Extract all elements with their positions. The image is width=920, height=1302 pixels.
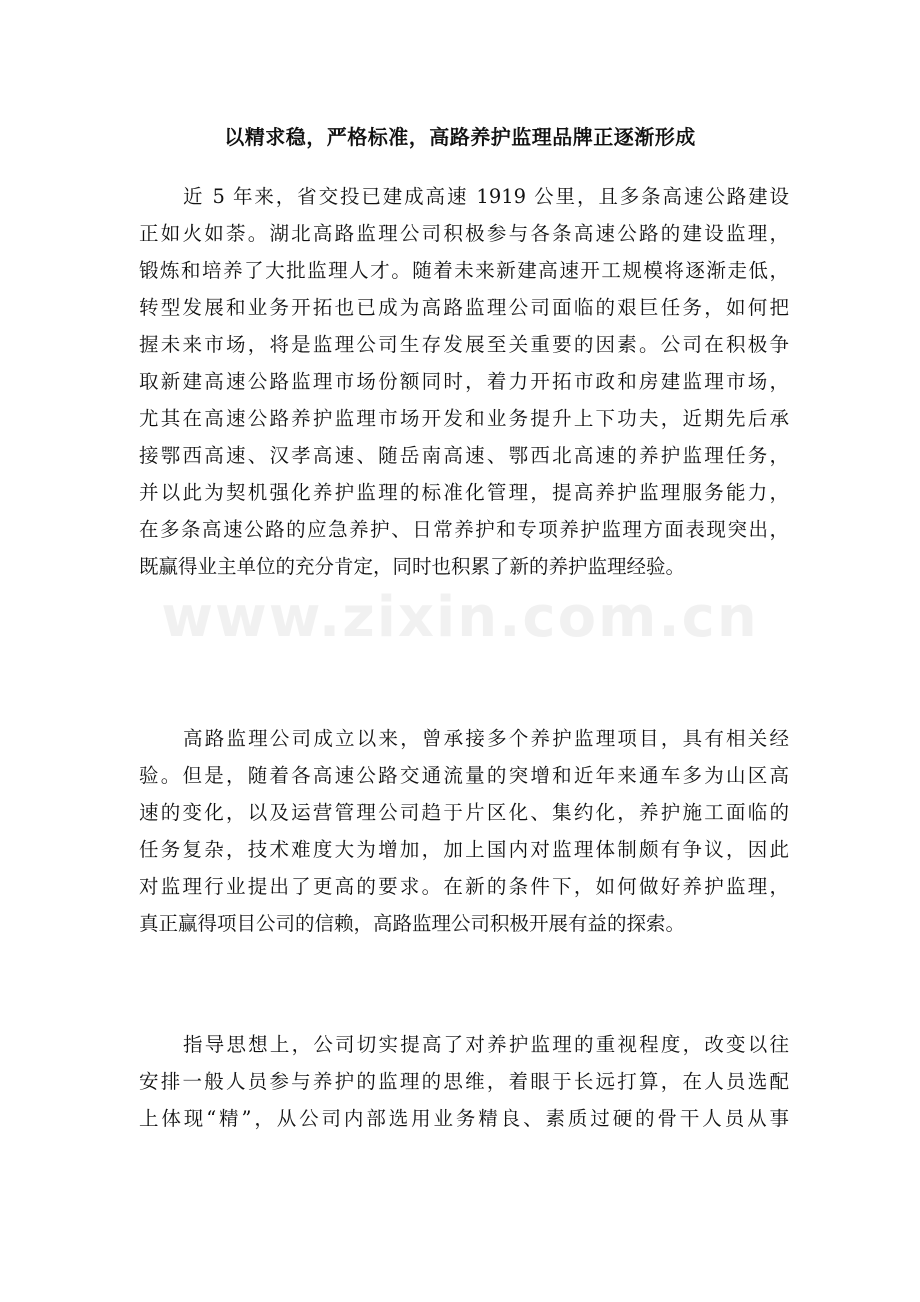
paragraph-line: 真正赢得项目公司的信赖，高路监理公司积极开展有益的探索。 xyxy=(139,912,686,935)
paragraph-line: 指导思想上，公司切实提高了对养护监理的重视程度，改变以往 xyxy=(183,1033,789,1056)
paragraph-line: 正如火如荼。湖北高路监理公司积极参与各条高速公路的建设监理， xyxy=(139,222,789,245)
paragraph-3 xyxy=(139,1026,789,1137)
paragraph-line: 锻炼和培养了大批监理人才。随着未来新建高速开工规模将逐渐走低， xyxy=(139,259,789,282)
paragraph-line: 在多条高速公路的应急养护、日常养护和专项养护监理方面表现突出， xyxy=(139,518,789,541)
paragraph-line: 转型发展和业务开拓也已成为高路监理公司面临的艰巨任务，如何把 xyxy=(139,296,789,319)
paragraph-line: 接鄂西高速、汉孝高速、随岳南高速、鄂西北高速的养护监理任务， xyxy=(139,444,789,467)
paragraph-2 xyxy=(139,720,789,942)
paragraph-line: 高路监理公司成立以来，曾承接多个养护监理项目，具有相关经 xyxy=(183,727,789,750)
paragraph-line: 尤其在高速公路养护监理市场开发和业务提升上下功夫，近期先后承 xyxy=(139,407,789,430)
paragraph-line: 对监理行业提出了更高的要求。在新的条件下，如何做好养护监理， xyxy=(139,875,789,898)
paragraph-line: 验。但是，随着各高速公路交通流量的突增和近年来通车多为山区高 xyxy=(139,764,789,787)
paragraph-line: 既赢得业主单位的充分肯定，同时也积累了新的养护监理经验。 xyxy=(139,555,686,578)
paragraph-line: 任务复杂，技术难度大为增加，加上国内对监理体制颇有争议，因此 xyxy=(139,838,789,861)
paragraph-line: 近 5 年来，省交投已建成高速 1919 公里，且多条高速公路建设 xyxy=(183,185,789,208)
paragraph-line: 并以此为契机强化养护监理的标准化管理，提高养护监理服务能力， xyxy=(139,481,789,504)
document-title: 以精求稳，严格标准，高路养护监理品牌正逐渐形成 xyxy=(224,125,696,149)
watermark: www.zixin.com.cn xyxy=(161,585,759,650)
paragraph-line: 速的变化，以及运营管理公司趋于片区化、集约化，养护施工面临的 xyxy=(139,801,789,824)
paragraph-line: 握未来市场，将是监理公司生存发展至关重要的因素。公司在积极争 xyxy=(139,333,789,356)
paragraph-line: 上体现“精”，从公司内部选用业务精良、素质过硬的骨干人员从事 xyxy=(139,1107,789,1130)
paragraph-line: 安排一般人员参与养护的监理的思维，着眼于长远打算，在人员选配 xyxy=(139,1070,789,1093)
paragraph-1 xyxy=(139,178,789,585)
paragraph-line: 取新建高速公路监理市场份额同时，着力开拓市政和房建监理市场， xyxy=(139,370,789,393)
